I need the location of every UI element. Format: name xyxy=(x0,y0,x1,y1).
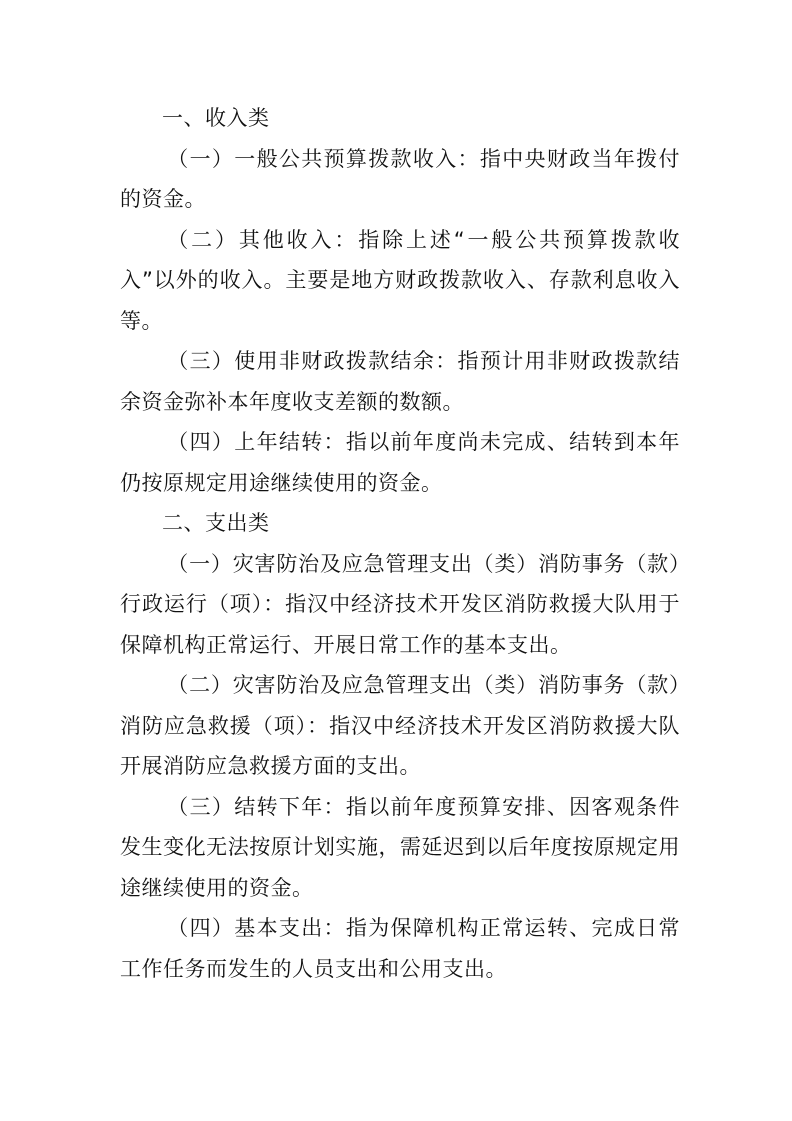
expense-item-1: （一）灾害防治及应急管理支出（类）消防事务（款）行政运行（项）：指汉中经济技术开发区消防救援大队用于保障机构正常运行、开展日常工作的基本支出。 xyxy=(120,551,680,657)
section-heading-income: 一、收入类 xyxy=(162,106,270,130)
income-item-3: （三）使用非财政拨款结余：指预计用非财政拨款结余资金弥补本年度收支差额的数额。 xyxy=(120,349,680,414)
income-item-4: （四）上年结转：指以前年度尚未完成、结转到本年仍按原规定用途继续使用的资金。 xyxy=(120,430,680,495)
expense-item-3: （三）结转下年：指以前年度预算安排、因客观条件发生变化无法按原计划实施，需延迟到以后年度按原规定用途继续使用的资金。 xyxy=(120,794,680,900)
income-item-1: （一）一般公共预算拨款收入：指中央财政当年拨付的资金。 xyxy=(120,146,680,211)
expense-item-4: （四）基本支出：指为保障机构正常运转、完成日常工作任务而发生的人员支出和公用支出。 xyxy=(120,916,680,981)
document-body xyxy=(120,98,680,989)
income-item-2: （二）其他收入：指除上述“一般公共预算拨款收入”以外的收入。主要是地方财政拨款收入、存款利息收入等。 xyxy=(120,227,680,333)
expense-item-2: （二）灾害防治及应急管理支出（类）消防事务（款）消防应急救援（项）：指汉中经济技术开发区消防救援大队开展消防应急救援方面的支出。 xyxy=(120,673,680,778)
section-heading-expense: 二、支出类 xyxy=(162,511,270,535)
